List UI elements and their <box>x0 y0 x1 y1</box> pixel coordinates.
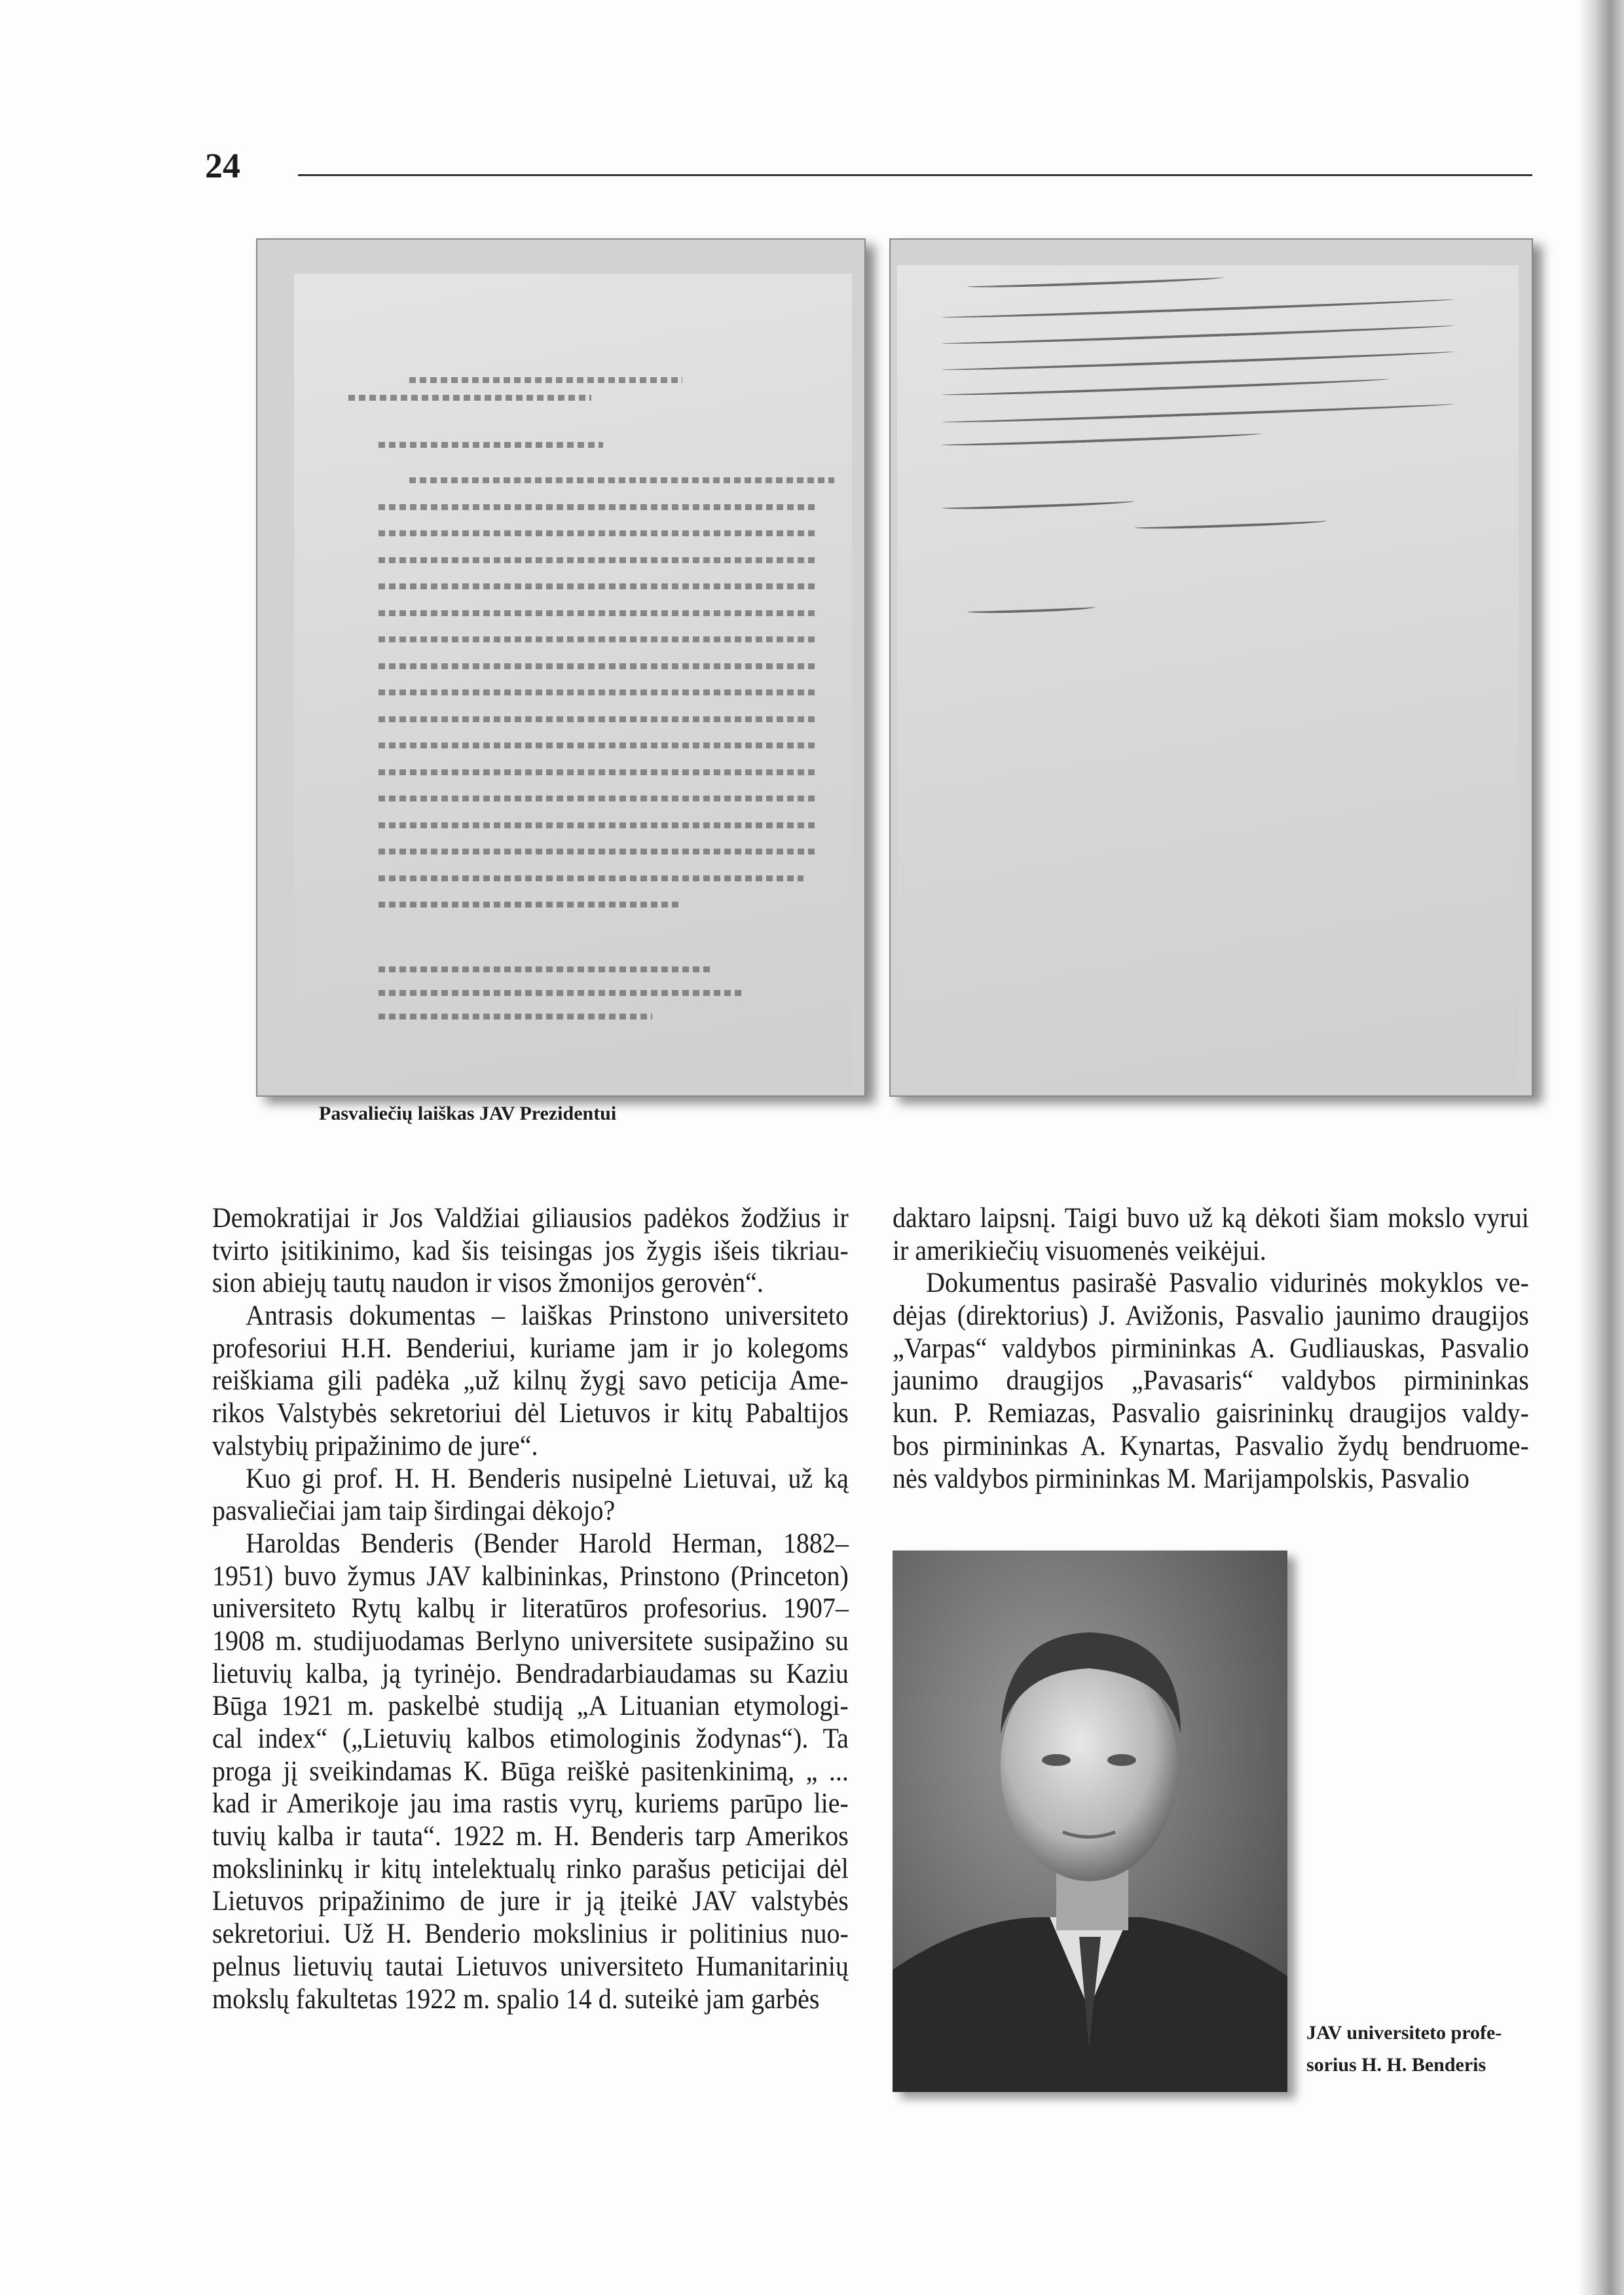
typed-line-mark <box>378 610 815 616</box>
typed-line-mark <box>348 395 591 401</box>
text-line: dėjas (direktorius) J. Avižonis, Pasvalio jaunimo draugijos <box>893 1300 1529 1332</box>
typed-line-mark <box>378 966 712 972</box>
portrait-image <box>893 1551 1287 2092</box>
text-line: universiteto Rytų kalbų ir literatūros profesorius. 1907– <box>212 1593 849 1625</box>
text-line: Dokumentus pasirašė Pasvalio vidurinės mokyklos ve- <box>926 1268 1529 1299</box>
text-line: Haroldas Benderis (Bender Harold Herman, 1882– <box>246 1528 849 1559</box>
text-line: reiškiama gili padėka „už kilnų žygį savo peticija Ame- <box>212 1365 849 1397</box>
text-line: tuvių kalba ir tauta“. 1922 m. H. Benderis tarp Amerikos <box>212 1821 849 1852</box>
typed-line-mark <box>378 769 815 775</box>
text-line: sion abiejų tautų naudon ir visos žmonijos gerovėn“. <box>212 1268 764 1299</box>
page-number: 24 <box>205 146 240 185</box>
typed-letter-photo <box>256 238 866 1097</box>
portrait-caption-line: sorius H. H. Benderis <box>1306 2054 1486 2076</box>
handwritten-letter-photo <box>889 238 1533 1097</box>
typed-line-mark <box>378 504 815 510</box>
header-rule <box>298 174 1532 176</box>
text-line: kun. P. Remiazas, Pasvalio gaisrininkų draugijos valdy- <box>893 1398 1529 1429</box>
typed-line-mark <box>378 583 815 589</box>
right-text-column <box>893 1202 1529 1495</box>
text-line: 1951) buvo žymus JAV kalbininkas, Prinstono (Princeton) <box>212 1560 849 1592</box>
text-line: 1908 m. studijuodamas Berlyno universitete susipažino su <box>212 1625 849 1657</box>
typed-line-mark <box>378 875 803 881</box>
typed-line-mark <box>378 902 682 908</box>
text-line: Demokratijai ir Jos Valdžiai giliausios padėkos žodžius ir <box>212 1203 849 1234</box>
typed-line-mark <box>378 743 815 748</box>
typed-line-mark <box>378 1014 652 1019</box>
text-line: profesoriui H.H. Benderiui, kuriame jam ir jo kolegoms <box>212 1332 849 1364</box>
portrait-photo <box>893 1551 1287 2092</box>
text-line: rikos Valstybės sekretoriui dėl Lietuvos ir kitų Pabaltijos <box>212 1398 849 1429</box>
typed-line-mark <box>378 716 815 722</box>
left-text-column <box>212 1202 849 2015</box>
text-line: Kuo gi prof. H. H. Benderis nusipelnė Lietuvai, už ką <box>246 1463 849 1494</box>
typed-line-mark <box>378 557 815 563</box>
scan-edge-shadow <box>1578 0 1624 2295</box>
letters-caption: Pasvaliečių laiškas JAV Prezidentui <box>319 1103 617 1124</box>
typed-line-mark <box>378 689 815 695</box>
typed-line-mark <box>378 990 743 996</box>
typed-line-mark <box>409 477 834 483</box>
text-line: mokslininkų ir kitų intelektualų rinko parašus peticijai dėl <box>212 1853 849 1884</box>
typed-line-mark <box>378 636 815 642</box>
text-line: lietuvių kalba, ją tyrinėjo. Bendradarbiaudamas su Kaziu <box>212 1658 849 1689</box>
text-line: pasvaliečiai jam taip širdingai dėkojo? <box>212 1496 616 1527</box>
text-line: tvirto įsitikinimo, kad šis teisingas jos žygis išeis tikriau- <box>212 1235 849 1266</box>
text-line: proga jį sveikindamas K. Būga reiškė pasitenkinimą, „ ... <box>212 1755 849 1787</box>
typed-line-mark <box>378 849 815 854</box>
typed-line-mark <box>378 663 815 669</box>
portrait-caption-line: JAV universiteto profe- <box>1306 2022 1502 2044</box>
text-line: valstybių pripažinimo de jure“. <box>212 1430 538 1461</box>
text-line: Antrasis dokumentas – laiškas Prinstono universiteto <box>246 1300 849 1332</box>
text-line: Būga 1921 m. paskelbė studiją „A Lituanian etymologi- <box>212 1691 849 1722</box>
text-line: mokslų fakultetas 1922 m. spalio 14 d. suteikė jam garbės <box>212 1983 820 2015</box>
text-line: nės valdybos pirmininkas M. Marijampolskis, Pasvalio <box>893 1463 1469 1494</box>
typed-line-mark <box>378 822 815 828</box>
text-line: ir amerikiečių visuomenės veikėjui. <box>893 1235 1266 1266</box>
text-line: cal index“ („Lietuvių kalbos etimologinis žodynas“). Ta <box>212 1723 849 1754</box>
text-line: bos pirmininkas A. Kynartas, Pasvalio žydų bendruome- <box>893 1430 1529 1461</box>
typed-line-mark <box>378 796 815 801</box>
text-line: pelnus lietuvių tautai Lietuvos universiteto Humanitarinių <box>212 1951 849 1982</box>
text-line: „Varpas“ valdybos pirmininkas A. Gudliauskas, Pasvalio <box>893 1332 1529 1364</box>
typed-line-mark <box>409 377 682 383</box>
text-line: Lietuvos pripažinimo de jure ir ją įteikė JAV valstybės <box>212 1886 849 1917</box>
portrait-caption <box>1306 2017 1502 2081</box>
typed-line-mark <box>378 530 815 536</box>
text-line: sekretoriui. Už H. Benderio mokslinius ir politinius nuo- <box>212 1919 849 1950</box>
text-line: daktaro laipsnį. Taigi buvo už ką dėkoti šiam mokslo vyrui <box>893 1203 1529 1234</box>
letter-paper <box>897 265 1519 1087</box>
typed-line-mark <box>378 442 603 448</box>
text-line: kad ir Amerikoje jau ima rastis vyrų, kuriems parūpo lie- <box>212 1788 849 1820</box>
text-line: jaunimo draugijos „Pavasaris“ valdybos pirmininkas <box>893 1365 1529 1397</box>
